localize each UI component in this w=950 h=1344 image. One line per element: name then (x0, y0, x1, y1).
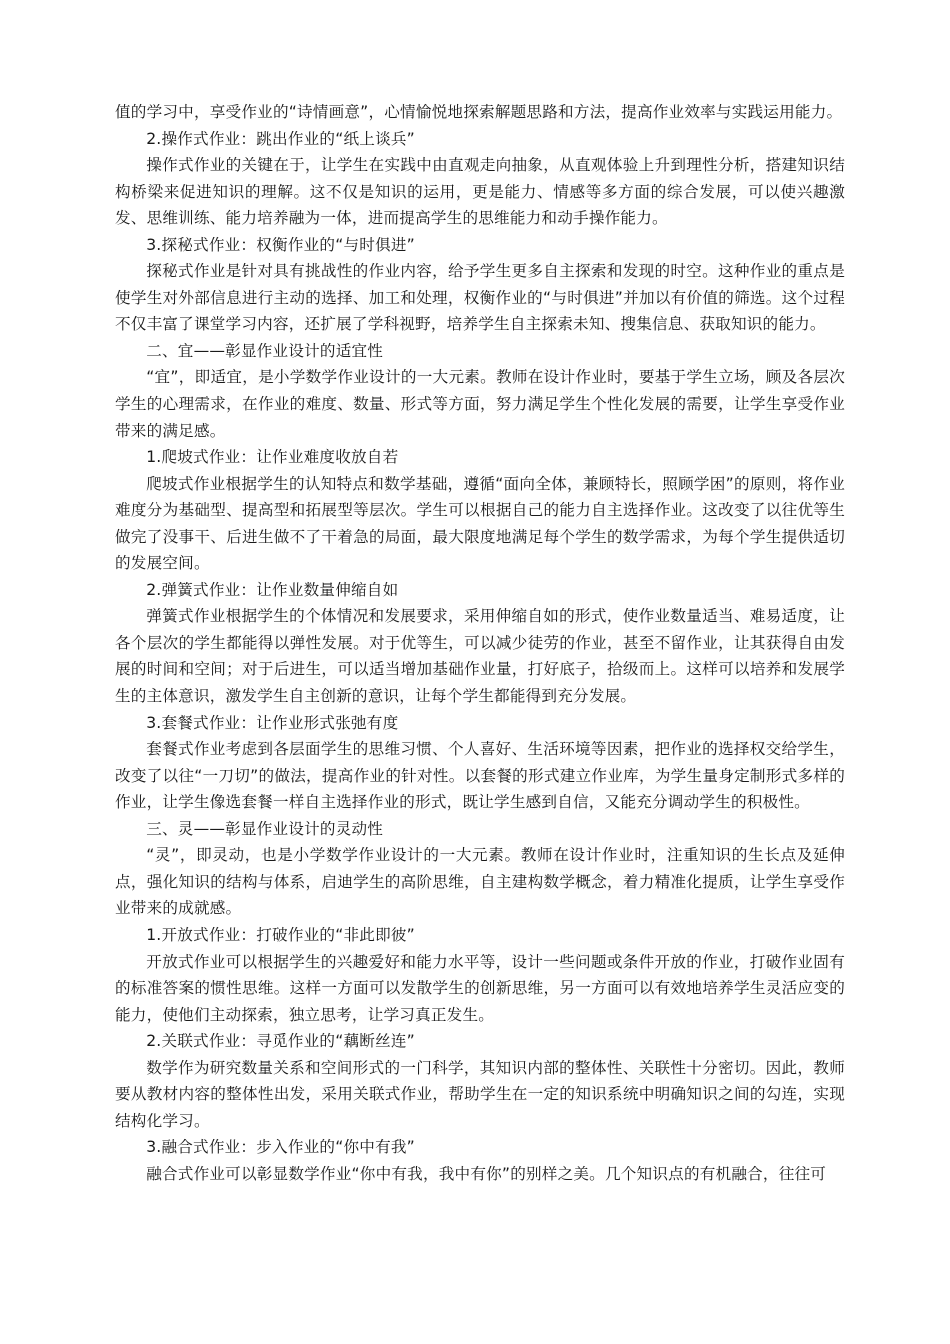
subheading-spring-homework: 2.弹簧式作业：让作业数量伸缩自如 (146, 580, 399, 599)
section-heading-suitability: 二、宜——彰显作业设计的适宜性 (146, 341, 384, 360)
paragraph-fusion-homework: 融合式作业可以彰显数学作业“你中有我，我中有你”的别样之美。几个知识点的有机融合，往往可 (146, 1164, 827, 1183)
section-heading-flexibility: 三、灵——彰显作业设计的灵动性 (146, 819, 384, 838)
paragraph-continuation: 值的学习中，享受作业的“诗情画意”，心情愉悦地探索解题思路和方法，提高作业效率与实践运用能力。 (115, 103, 843, 121)
paragraph-exploration-homework: 探秘式作业是针对具有挑战性的作业内容，给予学生更多自主探索和发现的时空。这种作业的重点是使学生对外部信息进行主动的选择、加工和处理，权衡作业的“与时俱进”并加以有价值的筛选。这个过程不仅丰富了课堂学习内容，还扩展了学科视野，培养学生自主探索未知、搜集信息、获取知识的能力。 (115, 262, 845, 334)
paragraph-related-homework: 数学作为研究数量关系和空间形式的一门科学，其知识内部的整体性、关联性十分密切。因此，教师要从教材内容的整体性出发，采用关联式作业，帮助学生在一定的知识系统中明确知识之间的勾连，实现结构化学习。 (115, 1058, 845, 1130)
subheading-operation-homework: 2.操作式作业：跳出作业的“纸上谈兵” (146, 129, 415, 148)
document-page (115, 99, 845, 1187)
subheading-open-homework: 1.开放式作业：打破作业的“非此即彼” (146, 925, 415, 944)
paragraph-package-homework: 套餐式作业考虑到各层面学生的思维习惯、个人喜好、生活环境等因素，把作业的选择权交给学生，改变了以往“一刀切”的做法，提高作业的针对性。以套餐的形式建立作业库，为学生量身定制形式多样的作业，让学生像选套餐一样自主选择作业的形式，既让学生感到自信，又能充分调动学生的积极性。 (115, 740, 845, 812)
subheading-exploration-homework: 3.探秘式作业：权衡作业的“与时俱进” (146, 235, 415, 254)
subheading-fusion-homework: 3.融合式作业：步入作业的“你中有我” (146, 1138, 415, 1157)
paragraph-flexibility-intro: “灵”，即灵动，也是小学数学作业设计的一大元素。教师在设计作业时，注重知识的生长点及延伸点，强化知识的结构与体系，启迪学生的高阶思维，自主建构数学概念，着力精准化提质，让学生享受作业带来的成就感。 (115, 846, 845, 918)
subheading-climbing-homework: 1.爬坡式作业：让作业难度收放自若 (146, 448, 399, 467)
subheading-package-homework: 3.套餐式作业：让作业形式张弛有度 (146, 713, 399, 732)
paragraph-operation-homework: 操作式作业的关键在于，让学生在实践中由直观走向抽象，从直观体验上升到理性分析，搭建知识结构桥梁来促进知识的理解。这不仅是知识的运用，更是能力、情感等多方面的综合发展，可以使兴趣激发、思维训练、能力培养融为一体，进而提高学生的思维能力和动手操作能力。 (115, 156, 845, 228)
paragraph-suitability-intro: “宜”，即适宜，是小学数学作业设计的一大元素。教师在设计作业时，要基于学生立场，顾及各层次学生的心理需求，在作业的难度、数量、形式等方面，努力满足学生个性化发展的需要，让学生享受作业带来的满足感。 (115, 368, 845, 440)
paragraph-spring-homework: 弹簧式作业根据学生的个体情况和发展要求，采用伸缩自如的形式，使作业数量适当、难易适度，让各个层次的学生都能得以弹性发展。对于优等生，可以减少徒劳的作业，甚至不留作业，让其获得自由发展的时间和空间；对于后进生，可以适当增加基础作业量，打好底子，拾级而上。这样可以培养和发展学生的主体意识，激发学生自主创新的意识，让每个学生都能得到充分发展。 (115, 607, 845, 706)
paragraph-climbing-homework: 爬坡式作业根据学生的认知特点和数学基础，遵循“面向全体，兼顾特长，照顾学困”的原则，将作业难度分为基础型、提高型和拓展型等层次。学生可以根据自己的能力自主选择作业。这改变了以往优等生做完了没事干、后进生做不了干着急的局面，最大限度地满足每个学生的数学需求，为每个学生提供适切的发展空间。 (115, 474, 845, 573)
paragraph-open-homework: 开放式作业可以根据学生的兴趣爱好和能力水平等，设计一些问题或条件开放的作业，打破作业固有的标准答案的惯性思维。这样一方面可以发散学生的创新思维，另一方面可以有效地培养学生灵活应变的能力，使他们主动探索，独立思考，让学习真正发生。 (115, 952, 845, 1024)
subheading-related-homework: 2.关联式作业：寻觅作业的“藕断丝连” (146, 1032, 415, 1051)
